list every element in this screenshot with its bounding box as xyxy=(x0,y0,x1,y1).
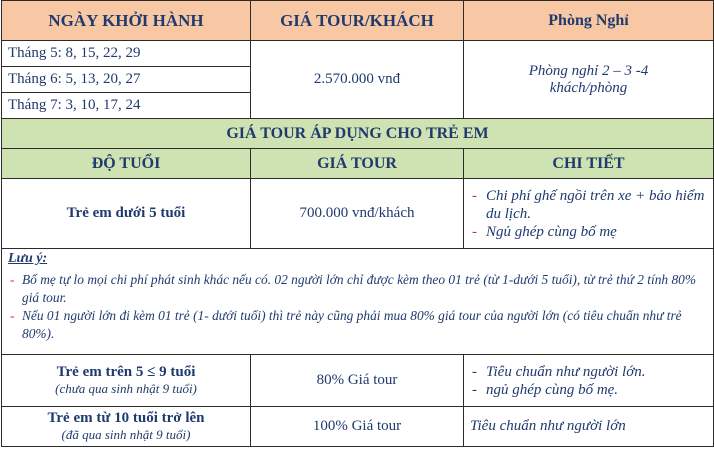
dash-bullet-icon: - xyxy=(472,381,477,398)
under5-details xyxy=(464,179,714,249)
age10plus-sub: (đã qua sinh nhật 9 tuổi) xyxy=(61,427,191,442)
header-tour-price: GIÁ TOUR/KHÁCH xyxy=(251,1,464,41)
list-item: - Chi phí ghế ngồi trên xe + bảo hiểm du lịch. xyxy=(472,187,705,222)
header-departure-date: NGÀY KHỞI HÀNH xyxy=(2,1,251,41)
departure-may: Tháng 5: 8, 15, 22, 29 xyxy=(2,41,251,67)
departure-july: Tháng 7: 3, 10, 17, 24 xyxy=(2,93,251,119)
tour-price-table xyxy=(1,0,714,447)
header-detail: CHI TIẾT xyxy=(464,149,714,179)
note-cell xyxy=(2,249,714,355)
header-age: ĐỘ TUỔI xyxy=(2,149,251,179)
dash-bullet-icon: - xyxy=(10,272,15,287)
list-item: - Tiêu chuẩn như người lớn. xyxy=(472,363,646,380)
dash-bullet-icon: - xyxy=(472,363,477,380)
age10plus-price: 100% Giá tour xyxy=(251,407,464,447)
room-info: Phòng nghỉ 2 – 3 -4 khách/phòng xyxy=(464,41,714,119)
age10plus-cell xyxy=(2,407,251,447)
child-section-title: GIÁ TOUR ÁP DỤNG CHO TRẺ EM xyxy=(2,119,714,149)
age5to9-details xyxy=(464,355,714,407)
header-price: GIÁ TOUR xyxy=(251,149,464,179)
departure-june: Tháng 6: 5, 13, 20, 27 xyxy=(2,67,251,93)
age10plus-detail: Tiêu chuẩn như người lớn xyxy=(464,407,714,447)
list-item: - Ngủ ghép cùng bố mẹ xyxy=(472,223,617,240)
under5-price: 700.000 vnđ/khách xyxy=(251,179,464,249)
list-item: - ngủ ghép cùng bố mẹ. xyxy=(472,381,619,398)
note-line: - Bố mẹ tự lo mọi chi phí phát sinh khác nếu có. 02 người lớn chỉ được kèm theo 01 trẻ (từ 1-dưới 5 tuổi), từ trẻ thứ 2 tính 80% giá tour. xyxy=(10,272,697,305)
note-line: - Nếu 01 người lớn đi kèm 01 trẻ (1- dưới tuổi) thì trẻ này cũng phải mua 80% giá tour của người lớn (có tiêu chuẩn như trẻ 80%). xyxy=(10,308,682,341)
header-room: Phòng Nghỉ xyxy=(464,1,714,41)
age5to9-price: 80% Giá tour xyxy=(251,355,464,407)
dash-bullet-icon: - xyxy=(472,223,477,240)
age10plus-age: Trẻ em từ 10 tuổi trở lên xyxy=(47,410,205,426)
note-title: Lưu ý: xyxy=(8,251,48,266)
adult-price: 2.570.000 vnđ xyxy=(251,41,464,119)
age5to9-sub: (chưa qua sinh nhật 9 tuổi) xyxy=(55,381,197,396)
dash-bullet-icon: - xyxy=(472,187,477,204)
age5to9-age: Trẻ em trên 5 ≤ 9 tuổi xyxy=(56,364,196,380)
dash-bullet-icon: - xyxy=(10,308,15,323)
age5to9-cell xyxy=(2,355,251,407)
under5-age: Trẻ em dưới 5 tuổi xyxy=(2,179,251,249)
